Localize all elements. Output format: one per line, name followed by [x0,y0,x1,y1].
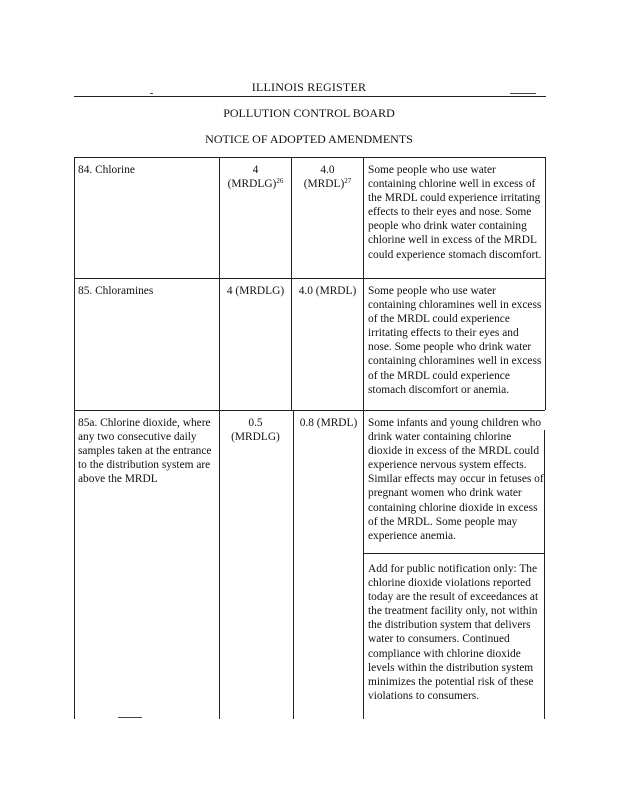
mclg-value [220,416,291,444]
table-right-border [545,157,546,410]
contaminant-name: 84. Chlorine [78,164,135,176]
row-divider [74,410,545,411]
table-left-border [74,157,75,719]
mclg-value [220,163,291,191]
effects-divider [363,553,545,554]
footnote-marker: 26 [276,177,284,186]
table-top-border [74,157,545,158]
mcl-unit: (MRDL) [303,178,345,191]
mcl-value: 0.8 (MRDL) [299,417,358,429]
footnote-marker: 27 [344,177,352,186]
scan-speck [118,717,142,718]
mclg-unit: (MRDLG) [227,178,277,191]
column-divider [293,410,294,719]
health-effects-text: Some infants and young children who drink water containing chlorine dioxide in excess of the MRDL could experience nervous system effects. Similar effects may occur in fetuses of pregnant women who drink water containing chlorine dioxide in excess of the MRDL. Some people may experience anemia. [368,417,544,542]
mcl-value: 4.0 (MRDL) [298,285,357,297]
header-rule [74,96,546,97]
mclg-number: 0.5 [248,417,263,429]
board-title: POLLUTION CONTROL BOARD [223,106,395,120]
mclg-value: 4 (MRDLG) [226,285,285,297]
health-effects-text: Some people who use water containing chloramines well in excess of the MRDL could experience irritating effects to their eyes and nose. Some people who drink water containing chloramines well in excess of the MRDL could experience stomach discomfort or anemia. [368,285,542,396]
scan-speck [150,93,153,94]
contaminant-name: 85a. Chlorine dioxide, where any two consecutive daily samples taken at the entrance to the distribution system are above the MRDL [78,417,212,486]
register-title: ILLINOIS REGISTER [251,80,367,94]
mcl-value [292,163,363,191]
row-divider [74,278,545,279]
notice-title: NOTICE OF ADOPTED AMENDMENTS [205,132,413,146]
mclg-number: 4 [252,164,259,176]
mcl-number: 4.0 [320,164,335,176]
scan-speck [510,93,536,94]
column-divider [363,157,364,719]
table-right-border [544,430,545,719]
public-notification-text: Add for public notification only: The chlorine dioxide violations reported today are the result of exceedances at the treatment facility only, not within the distribution system that delivers water to consumers. Continued compliance with chlorine dioxide levels within the distribution system minimizes the potential risk of these violations to consumers. [368,563,539,702]
contaminant-name: 85. Chloramines [78,285,154,297]
health-effects-text: Some people who use water containing chlorine well in excess of the MRDL could experience irritating effects to their eyes and nose. Some people who drink water containing chlorine well in excess of the MRDL could experience stomach discomfort. [368,164,542,261]
mclg-unit: (MRDLG) [231,431,280,444]
